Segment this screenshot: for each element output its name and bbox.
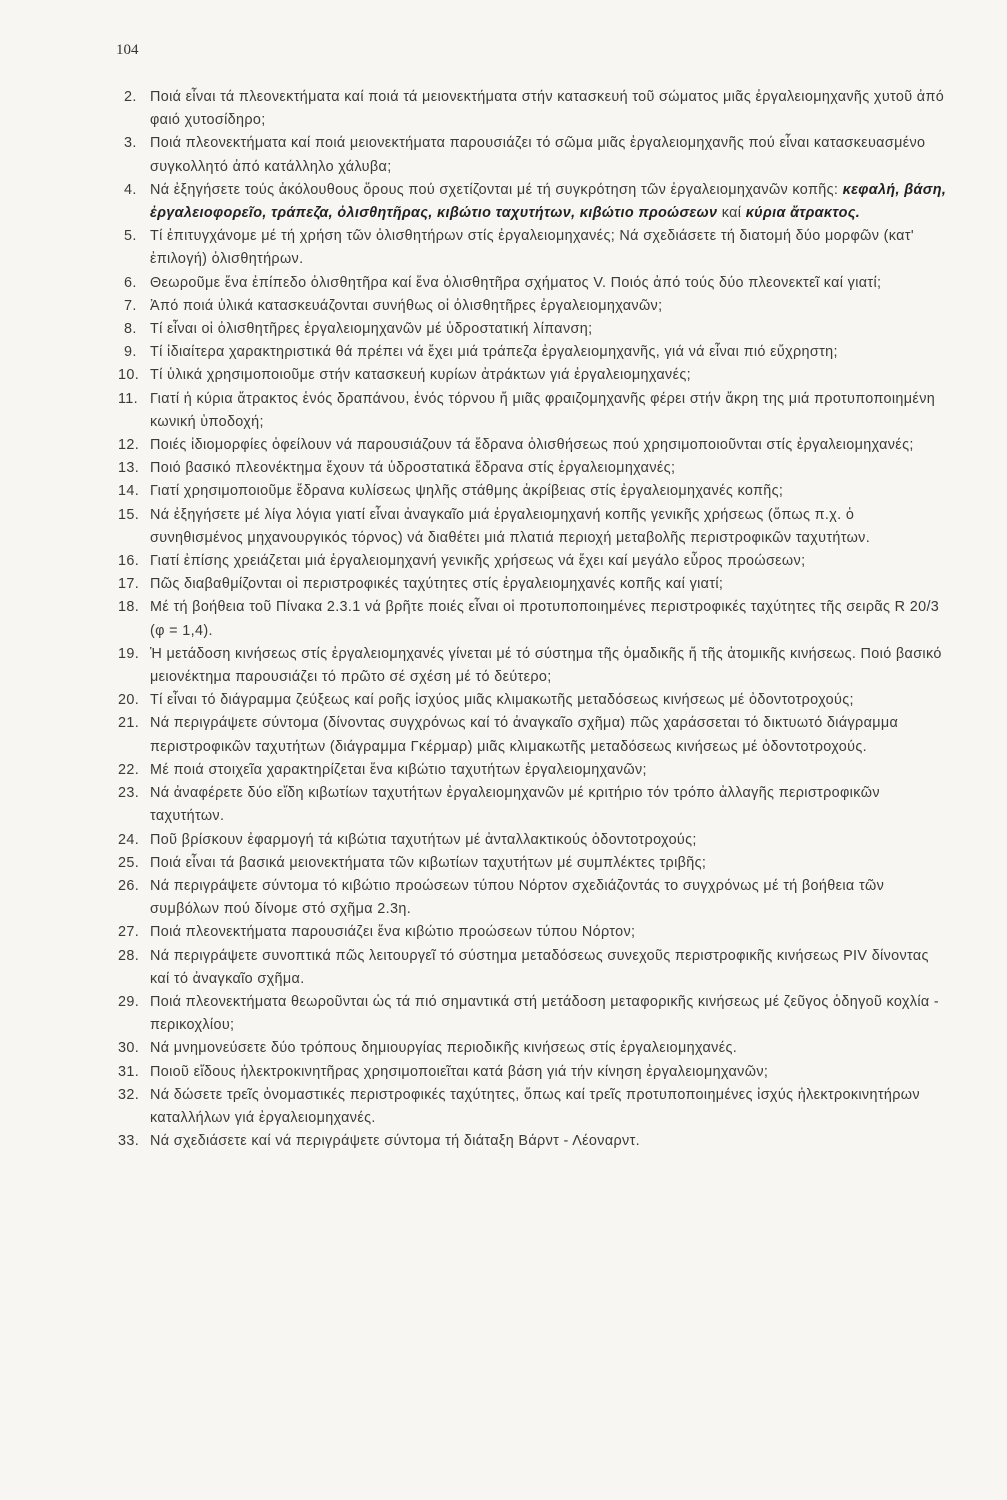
question-text [150,225,948,271]
page-number: 104 [116,42,139,58]
question-text [150,550,948,573]
question-number: 4. [124,181,137,198]
question-text [150,504,948,550]
question-number: 11. [118,390,138,407]
question-text [150,86,948,132]
question-item [118,712,948,758]
question-text [150,945,948,991]
question-term-last: κύρια ἄτρακτος. [745,205,861,222]
question-number: 33. [118,1133,140,1150]
question-number: 15. [118,506,140,523]
question-number: 17. [118,576,140,593]
question-item [118,573,948,596]
question-body: Ποιές ἰδιομορφίες ὀφείλουν νά παρουσιάζουν τά ἕδρανα ὀλισθήσεως πού χρησιμοποιοῦνται στίς ἐργαλειομηχανές; [150,437,914,454]
question-number: 7. [124,297,137,314]
question-text [150,132,948,178]
question-item [118,225,948,271]
question-body: Τί εἶναι τό διάγραμμα ζεύξεως καί ροῆς ἰσχύος μιᾶς κλιμακωτῆς μεταδόσεως κινήσεως μέ ὀδοντοτροχούς; [150,692,854,709]
question-item [118,759,948,782]
question-item [118,643,948,689]
question-terms: κεφαλή, βάση, ἐργαλειοφορεῖο, τράπεζα, ὀλισθητῆρας, κιβώτιο ταχυτήτων, κιβώτιο προώσεων [150,181,947,222]
question-body: Πῶς διαβαθμίζονται οἱ περιστροφικές ταχύτητες στίς ἐργαλειομηχανές κοπῆς καί γιατί; [150,576,724,593]
question-item [118,364,948,387]
question-number: 5. [124,228,137,245]
question-number: 30. [118,1040,140,1057]
question-number: 8. [124,321,137,338]
question-body: Γιατί ἡ κύρια ἄτρακτος ἑνός δραπάνου, ἑνός τόρνου ἤ μιᾶς φραιζομηχανῆς φέρει στήν ἄκρη της μιά προτυποποιημένη κωνική ὑποδοχή; [150,390,936,430]
question-body: Τί εἶναι οἱ ὀλισθητῆρες ἐργαλειομηχανῶν μέ ὑδροστατική λίπανση; [150,321,593,338]
question-text [150,272,948,295]
question-body: Ποιοῦ εἴδους ἠλεκτροκινητῆρας χρησιμοποιεῖται κατά βάση γιά τήν κίνηση ἐργαλειομηχανῶν; [150,1063,769,1080]
question-item [118,945,948,991]
question-text [150,388,948,434]
question-text [150,829,948,852]
question-item [118,272,948,295]
question-body: Νά ἐξηγήσετε τούς ἀκόλουθους ὅρους πού σχετίζονται μέ τή συγκρότηση τῶν ἐργαλειομηχανῶν κοπῆς: [150,181,839,198]
question-item [118,596,948,642]
question-number: 23. [118,785,140,802]
question-number: 20. [118,692,140,709]
question-body: Νά περιγράψετε συνοπτικά πῶς λειτουργεῖ τό σύστημα μεταδόσεως συνεχοῦς περιστροφικῆς κινήσεως PIV δίνοντας καί τό ἀναγκαῖο σχῆμα. [150,947,929,987]
question-number: 25. [118,854,140,871]
question-body: Ἀπό ποιά ὑλικά κατασκευάζονται συνήθως οἱ ὀλισθητῆρες ἐργαλειομηχανῶν; [150,297,663,314]
question-number: 32. [118,1086,140,1103]
question-text [150,341,948,364]
question-text [150,434,948,457]
question-text [150,689,948,712]
question-item [118,318,948,341]
question-text [150,1061,948,1084]
question-body: Ἡ μετάδοση κινήσεως στίς ἐργαλειομηχανές γίνεται μέ τό σύστημα τῆς ὁμαδικῆς ἤ τῆς ἀτομικῆς κινήσεως. Ποιό βασικό μειονέκτημα παρουσιάζει τό πρῶτο σέ σχέση μέ τό δεύτερο; [150,645,942,686]
question-body: Ποῦ βρίσκουν ἐφαρμογή τά κιβώτια ταχυτήτων μέ ἀνταλλακτικούς ὀδοντοτροχούς; [150,831,697,848]
question-item [118,132,948,178]
question-number: 26. [118,877,140,894]
question-body: Νά σχεδιάσετε καί νά περιγράψετε σύντομα τή διάταξη Βάρντ - Λέοναρντ. [150,1133,640,1150]
question-number: 24. [118,831,140,848]
question-body: Νά περιγράψετε σύντομα (δίνοντας συγχρόνως καί τό ἀναγκαῖο σχῆμα) πῶς χαράσσεται τό δικτυωτό διάγραμμα περιστροφικῶν ταχυτήτων (διάγραμμα Γκέρμαρ) μιᾶς κλιμακωτῆς μεταδόσεως κινήσεως μέ ὀδοντοτροχούς. [150,715,899,755]
question-item [118,480,948,503]
question-list [118,86,948,1153]
question-text [150,179,948,225]
question-text [150,573,948,596]
question-text [150,480,948,503]
question-number: 6. [124,274,137,291]
question-body: Νά μνημονεύσετε δύο τρόπους δημιουργίας περιοδικῆς κινήσεως στίς ἐργαλειομηχανές. [150,1040,738,1057]
question-text [150,596,948,642]
question-number: 2. [124,89,137,105]
question-number: 12. [118,437,140,454]
question-item [118,991,948,1037]
question-text [150,712,948,758]
question-item [118,179,948,225]
question-item [118,782,948,828]
question-item [118,550,948,573]
question-text [150,318,948,341]
question-text [150,1084,948,1130]
question-item [118,295,948,318]
question-number: 22. [118,761,140,778]
question-number: 27. [118,924,140,941]
question-body: Νά ἀναφέρετε δύο εἴδη κιβωτίων ταχυτήτων ἐργαλειομηχανῶν μέ κριτήριο τόν τρόπο ἀλλαγῆς περιστροφικῶν ταχυτήτων. [150,785,880,825]
question-item [118,1130,948,1153]
question-item [118,504,948,550]
question-body: Ποιό βασικό πλεονέκτημα ἔχουν τά ὑδροστατικά ἕδρανα στίς ἐργαλειομηχανές; [150,460,676,477]
question-text [150,1037,948,1060]
question-item [118,457,948,480]
question-body: Μέ ποιά στοιχεῖα χαρακτηρίζεται ἕνα κιβώτιο ταχυτήτων ἐργαλειομηχανῶν; [150,761,647,778]
question-text [150,991,948,1037]
question-number: 31. [118,1063,140,1080]
question-join: καί [721,205,742,222]
question-text [150,875,948,921]
question-body: Θεωροῦμε ἕνα ἐπίπεδο ὀλισθητῆρα καί ἕνα ὀλισθητῆρα σχήματος V. Ποιός ἀπό τούς δύο πλεονεκτεῖ καί γιατί; [150,274,882,291]
question-item [118,434,948,457]
question-number: 18. [118,599,140,616]
question-item [118,86,948,132]
question-body: Νά δώσετε τρεῖς ὀνομαστικές περιστροφικές ταχύτητες, ὅπως καί τρεῖς προτυποποιημένες ἰσχύς ἠλεκτροκινητήρων καταλλήλων γιά ἐργαλειομηχανές. [150,1086,920,1126]
question-body: Τί ἰδιαίτερα χαρακτηριστικά θά πρέπει νά ἔχει μιά τράπεζα ἐργαλειομηχανῆς, γιά νά εἶναι πιό εὔχρηστη; [150,344,838,361]
question-number: 3. [124,135,137,152]
question-text [150,782,948,828]
question-item [118,875,948,921]
question-item [118,1061,948,1084]
question-body: Νά περιγράψετε σύντομα τό κιβώτιο προώσεων τύπου Νόρτον σχεδιάζοντάς το συγχρόνως μέ τή βοήθεια τῶν συμβόλων πού δίνομε στό σχῆμα 2.3η. [150,877,885,918]
question-number: 9. [124,344,137,361]
question-item [118,341,948,364]
question-item [118,829,948,852]
question-text [150,643,948,689]
question-item [118,921,948,944]
question-text [150,921,948,944]
question-body: Γιατί ἐπίσης χρειάζεται μιά ἐργαλειομηχανή γενικῆς χρήσεως νά ἔχει καί μεγάλο εὖρος προώσεων; [150,553,806,570]
question-body: Τί ὑλικά χρησιμοποιοῦμε στήν κατασκευή κυρίων ἀτράκτων γιά ἐργαλειομηχανές; [150,367,691,384]
question-body: Μέ τή βοήθεια τοῦ Πίνακα 2.3.1 νά βρῆτε ποιές εἶναι οἱ προτυποποιημένες περιστροφικές ταχύτητες τῆς σειρᾶς R 20/3 (φ = 1,4). [150,599,940,639]
question-item [118,388,948,434]
question-number: 19. [118,645,140,662]
question-body: Νά ἐξηγήσετε μέ λίγα λόγια γιατί εἶναι ἀναγκαῖο μιά ἐργαλειομηχανή κοπῆς γενικῆς χρήσεως (ὅπως π.χ. ὁ συνηθισμένος μηχανουργικός τόρνος) νά διαθέτει μιά πλατιά περιοχή μεταβολῆς περιστροφικῶν ταχυτήτων. [150,506,871,546]
question-body: Γιατί χρησιμοποιοῦμε ἕδρανα κυλίσεως ψηλῆς στάθμης ἀκρίβειας στίς ἐργαλειομηχανές κοπῆς; [150,483,784,500]
question-body: Ποιά εἶναι τά πλεονεκτήματα καί ποιά τά μειονεκτήματα στήν κατασκευή τοῦ σώματος μιᾶς ἐργαλειομηχανῆς χυτοῦ ἀπό φαιό χυτοσίδηρο; [150,89,945,129]
question-item [118,852,948,875]
question-body: Τί ἐπιτυγχάνομε μέ τή χρήση τῶν ὀλισθητήρων στίς ἐργαλειομηχανές; Νά σχεδιάσετε τή διατομή δύο μορφῶν (κατ' ἐπιλογή) ὀλισθητήρων. [150,228,914,268]
question-text [150,852,948,875]
question-item [118,1037,948,1060]
question-text [150,759,948,782]
question-number: 13. [118,460,140,477]
question-body: Ποιά πλεονεκτήματα παρουσιάζει ἕνα κιβώτιο προώσεων τύπου Νόρτον; [150,924,636,941]
question-text [150,457,948,480]
question-body: Ποιά πλεονεκτήματα θεωροῦνται ὡς τά πιό σημαντικά στή μετάδοση μεταφορικῆς κινήσεως μέ ζεῦγος ὁδηγοῦ κοχλία - περικοχλίου; [150,993,940,1034]
question-number: 21. [118,715,140,732]
question-item [118,689,948,712]
question-number: 10. [118,367,140,384]
question-text [150,364,948,387]
question-body: Ποιά πλεονεκτήματα καί ποιά μειονεκτήματα παρουσιάζει τό σῶμα μιᾶς ἐργαλειομηχανῆς πού εἶναι κατασκευασμένο συγκολλητό ἀπό κατάλληλο χάλυβα; [150,135,926,175]
question-number: 28. [118,947,140,964]
question-body: Ποιά εἶναι τά βασικά μειονεκτήματα τῶν κιβωτίων ταχυτήτων μέ συμπλέκτες τριβῆς; [150,854,707,871]
question-number: 16. [118,553,140,570]
question-text [150,295,948,318]
question-number: 14. [118,483,140,500]
question-number: 29. [118,993,140,1010]
question-item [118,1084,948,1130]
question-text [150,1130,948,1153]
